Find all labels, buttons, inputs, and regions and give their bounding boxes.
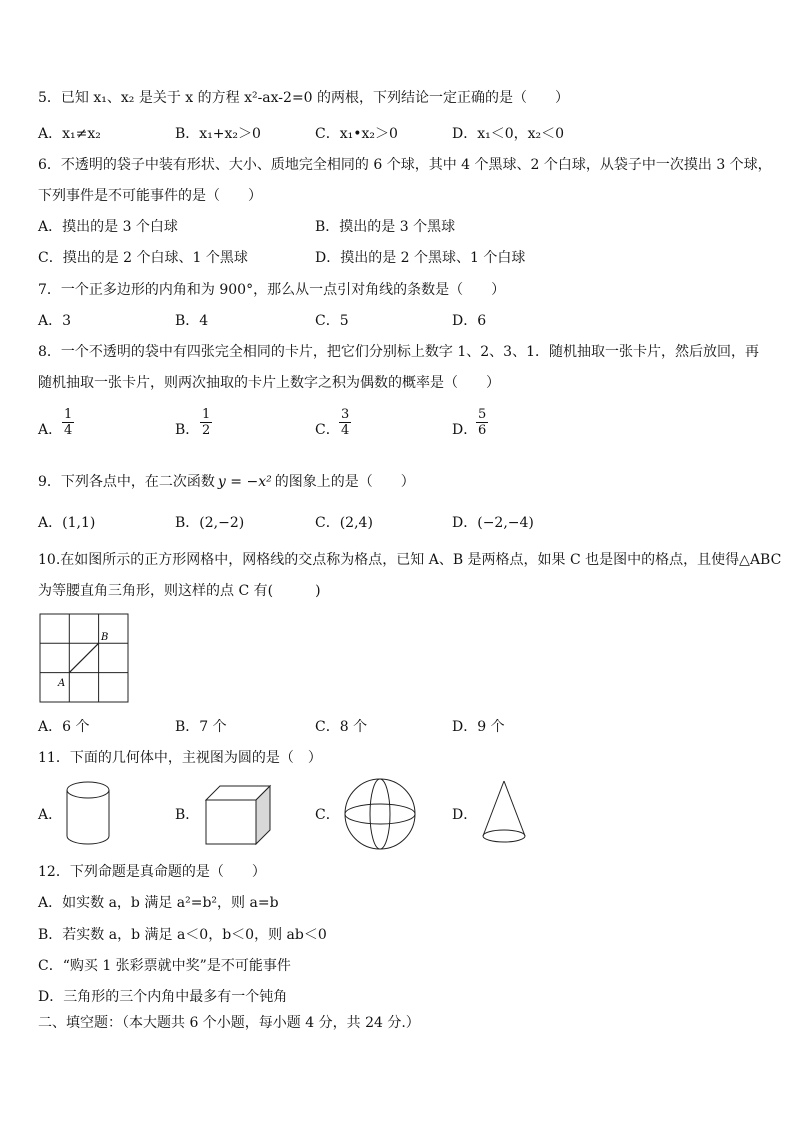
q8-option-d-fraction: $\frac{5}{6}$ (478, 407, 487, 438)
q8-stem-line2: 随机抽取一张卡片，则两次抽取的卡片上数字之积为偶数的概率是（ ） (38, 375, 500, 391)
cone-icon (478, 778, 530, 848)
q9-formula: y = −x² (217, 474, 272, 490)
q8-option-a-fraction: $\frac{1}{4}$ (64, 407, 73, 438)
q11-option-a-label: A． (38, 807, 63, 823)
q11-option-b-label: B． (175, 807, 200, 823)
cylinder-icon (62, 778, 114, 848)
q8-option-a-label: A． (38, 422, 63, 438)
q8-option-c-fraction: $\frac{3}{4}$ (341, 407, 350, 438)
q7-option-b: B．4 (175, 313, 209, 329)
grid-label-a: A (58, 678, 66, 689)
sphere-icon (340, 776, 420, 852)
q12-stem: 12．下列命题是真命题的是（ ） (38, 864, 266, 880)
q9-option-d: D．(−2,−4) (452, 515, 534, 531)
q10-option-c: C．8 个 (315, 719, 368, 735)
q9-option-a: A．(1,1) (38, 515, 96, 531)
q9-option-b: B．(2,−2) (175, 515, 245, 531)
q10-option-d: D．9 个 (452, 719, 505, 735)
q7-option-a: A．3 (38, 313, 72, 329)
q8-stem-line1: 8．一个不透明的袋中有四张完全相同的卡片，把它们分别标上数字 1、2、3、1．随机抽取一张卡片，然后放回，再 (38, 344, 759, 360)
section-heading-fill-in: 二、填空题：（本大题共 6 个小题，每小题 4 分，共 24 分.） (38, 1015, 420, 1031)
q11-option-d-label: D． (452, 807, 478, 823)
q11-option-c-label: C． (315, 807, 340, 823)
q7-option-d: D．6 (452, 313, 487, 329)
q8-option-c-label: C． (315, 422, 340, 438)
q9-option-c: C．(2,4) (315, 515, 373, 531)
q5-option-a: A．x₁≠x₂ (38, 126, 101, 142)
q6-option-b: B．摸出的是 3 个黑球 (315, 219, 456, 235)
cube-icon (202, 782, 274, 848)
q10-stem-line2: 为等腰直角三角形，则这样的点 C 有( ) (38, 583, 321, 599)
q5-option-b: B．x₁+x₂＞0 (175, 126, 261, 142)
q12-option-a: A．如实数 a，b 满足 a²=b²，则 a=b (38, 895, 279, 911)
q12-option-b: B．若实数 a，b 满足 a＜0，b＜0，则 ab＜0 (38, 927, 327, 943)
q10-stem-line1: 10.在如图所示的正方形网格中，网格线的交点称为格点，已知 A、B 是两格点，如果 C 也是图中的格点，且使得△ABC (38, 552, 782, 568)
q12-option-d: D．三角形的三个内角中最多有一个钝角 (38, 989, 288, 1005)
q10-option-a: A．6 个 (38, 719, 90, 735)
q6-stem-line2: 下列事件是不可能事件的是（ ） (38, 188, 262, 204)
grid-label-b: B (101, 632, 109, 643)
q9-stem: 9．下列各点中，在二次函数 y = −x² 的图象上的是（ ） (38, 474, 415, 490)
q5-option-c: C．x₁•x₂＞0 (315, 126, 398, 142)
q10-grid-figure (38, 612, 130, 704)
q5-option-d: D．x₁＜0，x₂＜0 (452, 126, 565, 142)
q7-stem: 7．一个正多边形的内角和为 900°，那么从一点引对角线的条数是（ ） (38, 282, 506, 298)
q6-stem-line1: 6．不透明的袋子中装有形状、大小、质地完全相同的 6 个球，其中 4 个黑球、2 个白球，从袋子中一次摸出 3 个球， (38, 157, 772, 173)
q8-option-b-fraction: $\frac{1}{2}$ (202, 407, 211, 438)
q8-option-b-label: B． (175, 422, 200, 438)
q7-option-c: C．5 (315, 313, 349, 329)
q6-option-c: C．摸出的是 2 个白球、1 个黑球 (38, 250, 248, 266)
q11-stem: 11．下面的几何体中，主视图为圆的是（ ） (38, 750, 322, 766)
q10-option-b: B．7 个 (175, 719, 227, 735)
q6-option-a: A．摸出的是 3 个白球 (38, 219, 178, 235)
q8-option-d-label: D． (452, 422, 478, 438)
q6-option-d: D．摸出的是 2 个黑球、1 个白球 (315, 250, 526, 266)
q12-option-c: C．“购买 1 张彩票就中奖”是不可能事件 (38, 958, 291, 974)
q5-stem: 5．已知 x₁、x₂ 是关于 x 的方程 x²-ax-2=0 的两根，下列结论一定正确的是（ ） (38, 90, 570, 106)
